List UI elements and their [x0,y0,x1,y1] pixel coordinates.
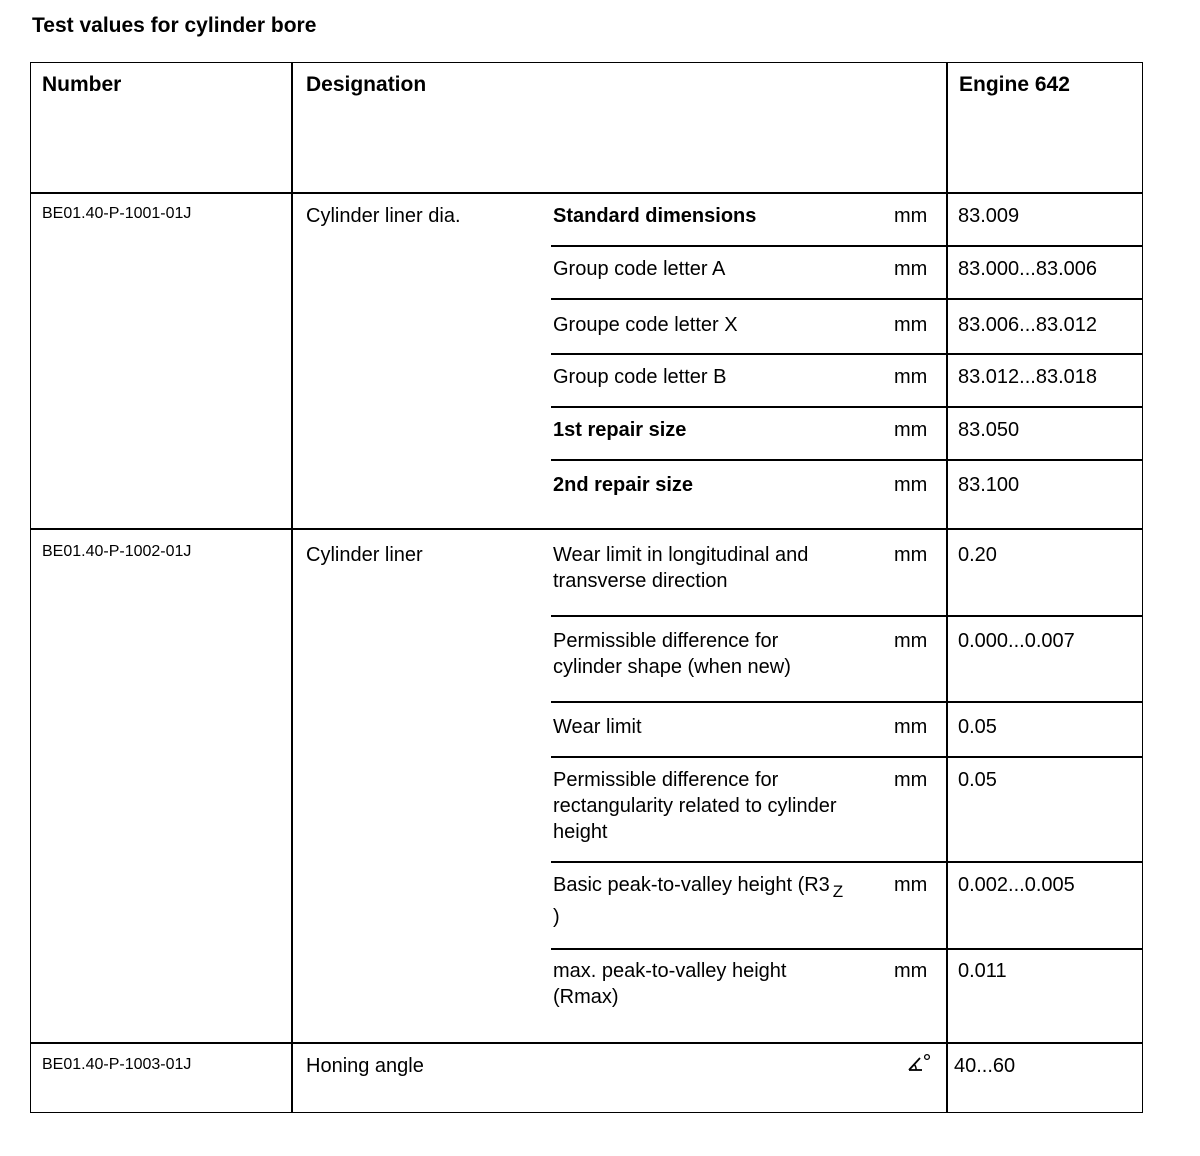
group-number: BE01.40-P-1001-01J [42,205,192,222]
row-unit: mm [894,874,928,896]
angle-degree-icon [906,1052,932,1074]
column-divider [291,62,293,1113]
row-value: 83.100 [958,474,1020,496]
row-value: 0.05 [958,769,997,791]
subrow-divider [551,353,1143,355]
group-number: BE01.40-P-1003-01J [42,1056,192,1073]
group-designation: Cylinder liner dia. [306,205,461,227]
subrow-divider [551,861,1143,863]
row-unit: mm [894,205,928,227]
subrow-divider [551,756,1143,758]
row-label: max. peak-to-valley height (Rmax) [553,960,787,1008]
header-number: Number [42,73,122,96]
group-designation: Cylinder liner [306,544,423,566]
row-label-continuation: ) [553,906,560,928]
subrow-divider [551,948,1143,950]
row-unit: mm [894,769,928,791]
group-number: BE01.40-P-1002-01J [42,543,192,560]
row-unit: mm [894,314,928,336]
row-label: Group code letter A [553,258,726,280]
page-title: Test values for cylinder bore [32,14,317,37]
row-value: 83.009 [958,205,1020,227]
row-label-main: Basic peak-to-valley height (R3 [553,874,830,896]
row-label: Standard dimensions [553,205,757,227]
row-value: 83.000...83.006 [958,258,1098,280]
row-value: 83.012...83.018 [958,366,1098,388]
subrow-divider [551,406,1143,408]
row-unit: mm [894,258,928,280]
row-label: 1st repair size [553,419,687,441]
row-unit: mm [894,630,928,652]
row-value: 0.20 [958,544,997,566]
subrow-divider [551,615,1143,617]
row-label-subscript: Z [832,882,844,901]
row-unit: mm [894,474,928,496]
row-label: Permissible difference for rectangularity related to cylinder height [553,769,837,843]
group-designation: Honing angle [306,1055,424,1077]
row-label: Group code letter B [553,366,727,388]
row-label: Wear limit in longitudinal and transverse direction [553,544,809,592]
row-unit: mm [894,544,928,566]
subrow-divider [551,701,1143,703]
row-label: Groupe code letter X [553,314,738,336]
column-divider [946,62,948,1113]
row-value: 83.050 [958,419,1020,441]
subrow-divider [551,298,1143,300]
row-value: 83.006...83.012 [958,314,1098,336]
row-divider [30,528,1143,530]
row-divider [30,1042,1143,1044]
row-value: 0.002...0.005 [958,874,1075,896]
header-designation: Designation [306,73,427,96]
row-value: 40...60 [954,1055,1016,1077]
subrow-divider [551,245,1143,247]
row-unit: mm [894,716,928,738]
row-label: 2nd repair size [553,474,694,496]
row-label: Wear limit [553,716,642,738]
header-engine: Engine 642 [959,73,1070,96]
row-value: 0.000...0.007 [958,630,1075,652]
row-label: Permissible difference for cylinder shape (when new) [553,630,791,678]
row-unit: mm [894,419,928,441]
row-label [553,872,843,899]
subrow-divider [551,459,1143,461]
row-unit: mm [894,366,928,388]
row-value: 0.011 [958,960,1007,982]
row-value: 0.05 [958,716,997,738]
row-divider [30,192,1143,194]
row-unit: mm [894,960,928,982]
